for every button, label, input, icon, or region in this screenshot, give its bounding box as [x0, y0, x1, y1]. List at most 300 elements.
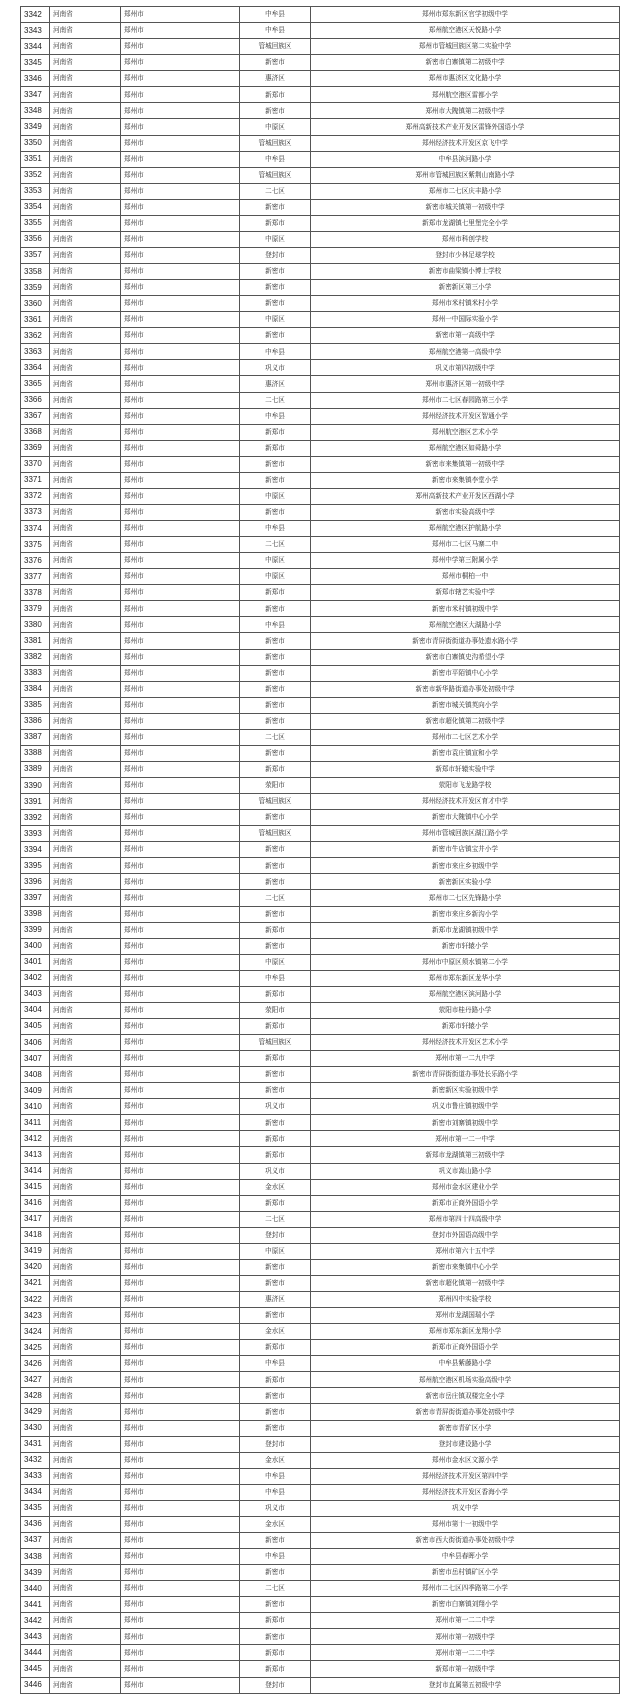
district-cell: 新密市 [240, 681, 311, 697]
city-cell: 郑州市 [121, 906, 240, 922]
table-row [21, 697, 620, 713]
province-cell: 河南省 [50, 1484, 121, 1500]
row-number: 3383 [21, 665, 50, 681]
city-cell: 郑州市 [121, 71, 240, 87]
province-cell: 河南省 [50, 1677, 121, 1693]
row-number: 3441 [21, 1597, 50, 1613]
school-name-cell: 郑州航空港区滨河路小学 [311, 986, 620, 1002]
city-cell: 郑州市 [121, 231, 240, 247]
table-row [21, 778, 620, 794]
row-number: 3443 [21, 1629, 50, 1645]
school-name-cell: 郑州市惠济区第一初级中学 [311, 376, 620, 392]
table-row [21, 360, 620, 376]
school-name-cell: 新密新区第三小学 [311, 280, 620, 296]
district-cell: 惠济区 [240, 1292, 311, 1308]
row-number: 3433 [21, 1468, 50, 1484]
table-row [21, 1227, 620, 1243]
city-cell: 郑州市 [121, 1661, 240, 1677]
district-cell: 中原区 [240, 488, 311, 504]
city-cell: 郑州市 [121, 1324, 240, 1340]
district-cell: 管城回族区 [240, 39, 311, 55]
row-number: 3442 [21, 1613, 50, 1629]
row-number: 3398 [21, 906, 50, 922]
city-cell: 郑州市 [121, 1468, 240, 1484]
row-number: 3370 [21, 456, 50, 472]
province-cell: 河南省 [50, 810, 121, 826]
district-cell: 新密市 [240, 649, 311, 665]
row-number: 3373 [21, 504, 50, 520]
district-cell: 新密市 [240, 713, 311, 729]
table-row [21, 1147, 620, 1163]
table-row [21, 1243, 620, 1259]
table-row [21, 264, 620, 280]
city-cell: 郑州市 [121, 424, 240, 440]
school-name-cell: 郑州市第一初级中学 [311, 1629, 620, 1645]
province-cell: 河南省 [50, 424, 121, 440]
table-row [21, 1372, 620, 1388]
province-cell: 河南省 [50, 922, 121, 938]
district-cell: 新密市 [240, 906, 311, 922]
row-number: 3390 [21, 778, 50, 794]
school-name-cell: 郑州经济技术开发区智通小学 [311, 408, 620, 424]
table-row [21, 7, 620, 23]
province-cell: 河南省 [50, 7, 121, 23]
district-cell: 中原区 [240, 119, 311, 135]
city-cell: 郑州市 [121, 55, 240, 71]
district-cell: 二七区 [240, 890, 311, 906]
district-cell: 新密市 [240, 1115, 311, 1131]
row-number: 3429 [21, 1404, 50, 1420]
city-cell: 郑州市 [121, 456, 240, 472]
province-cell: 河南省 [50, 681, 121, 697]
province-cell: 河南省 [50, 440, 121, 456]
province-cell: 河南省 [50, 665, 121, 681]
row-number: 3363 [21, 344, 50, 360]
row-number: 3404 [21, 1002, 50, 1018]
table-row [21, 665, 620, 681]
city-cell: 郑州市 [121, 1420, 240, 1436]
province-cell: 河南省 [50, 151, 121, 167]
province-cell: 河南省 [50, 199, 121, 215]
city-cell: 郑州市 [121, 858, 240, 874]
city-cell: 郑州市 [121, 986, 240, 1002]
school-name-cell: 郑州市管城回族区湖江路小学 [311, 826, 620, 842]
table-row [21, 1002, 620, 1018]
table-row [21, 215, 620, 231]
row-number: 3354 [21, 199, 50, 215]
table-row [21, 1420, 620, 1436]
district-cell: 登封市 [240, 247, 311, 263]
row-number: 3413 [21, 1147, 50, 1163]
school-name-cell: 郑州市管城回族区紫荆山南路小学 [311, 167, 620, 183]
table-row [21, 1131, 620, 1147]
province-cell: 河南省 [50, 87, 121, 103]
province-cell: 河南省 [50, 713, 121, 729]
school-name-cell: 郑州市科创学校 [311, 231, 620, 247]
province-cell: 河南省 [50, 1500, 121, 1516]
school-name-cell: 郑州航空港第一高级中学 [311, 344, 620, 360]
district-cell: 新郑市 [240, 1131, 311, 1147]
row-number: 3407 [21, 1051, 50, 1067]
row-number: 3402 [21, 970, 50, 986]
province-cell: 河南省 [50, 986, 121, 1002]
table-row [21, 472, 620, 488]
city-cell: 郑州市 [121, 633, 240, 649]
school-name-cell: 巩义市嵩山路小学 [311, 1163, 620, 1179]
school-name-cell: 中牟县紫藤路小学 [311, 1356, 620, 1372]
city-cell: 郑州市 [121, 264, 240, 280]
row-number: 3379 [21, 601, 50, 617]
row-number: 3421 [21, 1275, 50, 1291]
school-name-cell: 郑州高新技术产业开发区西湖小学 [311, 488, 620, 504]
table-row [21, 713, 620, 729]
district-cell: 二七区 [240, 392, 311, 408]
district-cell: 中原区 [240, 954, 311, 970]
table-row [21, 71, 620, 87]
district-cell: 新郑市 [240, 1661, 311, 1677]
city-cell: 郑州市 [121, 1500, 240, 1516]
school-name-cell: 新郑市龙湖镇七里堡完全小学 [311, 215, 620, 231]
province-cell: 河南省 [50, 1452, 121, 1468]
city-cell: 郑州市 [121, 761, 240, 777]
city-cell: 郑州市 [121, 328, 240, 344]
school-name-cell: 新密市来集镇第一初级中学 [311, 456, 620, 472]
row-number: 3385 [21, 697, 50, 713]
province-cell: 河南省 [50, 296, 121, 312]
school-name-cell: 郑州航空港区机场实验高级中学 [311, 1372, 620, 1388]
table-row [21, 87, 620, 103]
roster-body [21, 7, 620, 1694]
province-cell: 河南省 [50, 280, 121, 296]
city-cell: 郑州市 [121, 649, 240, 665]
table-row [21, 1549, 620, 1565]
school-name-cell: 新密市超化镇第二初级中学 [311, 713, 620, 729]
city-cell: 郑州市 [121, 87, 240, 103]
district-cell: 新密市 [240, 456, 311, 472]
city-cell: 郑州市 [121, 472, 240, 488]
district-cell: 新密市 [240, 1388, 311, 1404]
row-number: 3372 [21, 488, 50, 504]
row-number: 3408 [21, 1067, 50, 1083]
province-cell: 河南省 [50, 1388, 121, 1404]
district-cell: 新密市 [240, 1597, 311, 1613]
table-row [21, 1452, 620, 1468]
city-cell: 郑州市 [121, 601, 240, 617]
province-cell: 河南省 [50, 585, 121, 601]
school-name-cell: 中牟县春晖小学 [311, 1549, 620, 1565]
city-cell: 郑州市 [121, 296, 240, 312]
district-cell: 新密市 [240, 296, 311, 312]
row-number: 3349 [21, 119, 50, 135]
city-cell: 郑州市 [121, 729, 240, 745]
city-cell: 郑州市 [121, 1147, 240, 1163]
school-name-cell: 新密新区实验小学 [311, 874, 620, 890]
city-cell: 郑州市 [121, 1243, 240, 1259]
table-row [21, 633, 620, 649]
row-number: 3406 [21, 1035, 50, 1051]
school-name-cell: 新郑市第一初级中学 [311, 1661, 620, 1677]
school-name-cell: 新密市来集镇李堂小学 [311, 472, 620, 488]
city-cell: 郑州市 [121, 1018, 240, 1034]
district-cell: 新密市 [240, 938, 311, 954]
school-name-cell: 新密市超化镇第一初级中学 [311, 1275, 620, 1291]
school-name-cell: 新密市白寨镇刘翔小学 [311, 1597, 620, 1613]
table-row [21, 1067, 620, 1083]
school-name-cell: 新密市来庄乡新沟小学 [311, 906, 620, 922]
city-cell: 郑州市 [121, 151, 240, 167]
row-number: 3424 [21, 1324, 50, 1340]
province-cell: 河南省 [50, 761, 121, 777]
district-cell: 登封市 [240, 1436, 311, 1452]
district-cell: 二七区 [240, 183, 311, 199]
city-cell: 郑州市 [121, 874, 240, 890]
district-cell: 荥阳市 [240, 778, 311, 794]
district-cell: 二七区 [240, 729, 311, 745]
district-cell: 中牟县 [240, 1356, 311, 1372]
city-cell: 郑州市 [121, 1227, 240, 1243]
district-cell: 新密市 [240, 874, 311, 890]
school-name-cell: 郑州市桐柏一中 [311, 569, 620, 585]
school-name-cell: 郑州航空港区大湖路小学 [311, 617, 620, 633]
table-row [21, 810, 620, 826]
row-number: 3393 [21, 826, 50, 842]
district-cell: 新郑市 [240, 1645, 311, 1661]
table-row [21, 1565, 620, 1581]
row-number: 3437 [21, 1532, 50, 1548]
school-name-cell: 新密新区实验初级中学 [311, 1083, 620, 1099]
province-cell: 河南省 [50, 456, 121, 472]
province-cell: 河南省 [50, 1147, 121, 1163]
city-cell: 郑州市 [121, 585, 240, 601]
row-number: 3371 [21, 472, 50, 488]
school-name-cell: 郑州航空港区护航路小学 [311, 521, 620, 537]
province-cell: 河南省 [50, 71, 121, 87]
district-cell: 管城回族区 [240, 826, 311, 842]
district-cell: 新密市 [240, 1629, 311, 1645]
province-cell: 河南省 [50, 1340, 121, 1356]
school-name-cell: 新密市实验高级中学 [311, 504, 620, 520]
district-cell: 惠济区 [240, 71, 311, 87]
row-number: 3427 [21, 1372, 50, 1388]
school-name-cell: 郑州市第十一初级中学 [311, 1516, 620, 1532]
school-name-cell: 郑州市金水区文源小学 [311, 1452, 620, 1468]
province-cell: 河南省 [50, 601, 121, 617]
table-row [21, 344, 620, 360]
table-row [21, 1597, 620, 1613]
table-row [21, 504, 620, 520]
table-row [21, 1195, 620, 1211]
province-cell: 河南省 [50, 488, 121, 504]
province-cell: 河南省 [50, 794, 121, 810]
district-cell: 新密市 [240, 697, 311, 713]
table-row [21, 199, 620, 215]
school-name-cell: 郑州市第六十五中学 [311, 1243, 620, 1259]
school-name-cell: 巩义市鲁庄镇初级中学 [311, 1099, 620, 1115]
city-cell: 郑州市 [121, 488, 240, 504]
province-cell: 河南省 [50, 231, 121, 247]
table-row [21, 1388, 620, 1404]
district-cell: 金水区 [240, 1324, 311, 1340]
table-row [21, 874, 620, 890]
row-number: 3352 [21, 167, 50, 183]
province-cell: 河南省 [50, 360, 121, 376]
district-cell: 新密市 [240, 1532, 311, 1548]
province-cell: 河南省 [50, 183, 121, 199]
school-name-cell: 荥阳市桂丹路小学 [311, 1002, 620, 1018]
table-row [21, 938, 620, 954]
city-cell: 郑州市 [121, 440, 240, 456]
row-number: 3343 [21, 23, 50, 39]
province-cell: 河南省 [50, 1002, 121, 1018]
school-name-cell: 郑州市米村镇米村小学 [311, 296, 620, 312]
table-row [21, 1324, 620, 1340]
table-row [21, 745, 620, 761]
school-name-cell: 郑州经济技术开发区艺术小学 [311, 1035, 620, 1051]
school-name-cell: 新密市袁庄镇宣和小学 [311, 745, 620, 761]
province-cell: 河南省 [50, 1404, 121, 1420]
school-name-cell: 郑州市郑东新区龙翔小学 [311, 1324, 620, 1340]
district-cell: 新密市 [240, 1275, 311, 1291]
table-row [21, 151, 620, 167]
province-cell: 河南省 [50, 1067, 121, 1083]
province-cell: 河南省 [50, 23, 121, 39]
city-cell: 郑州市 [121, 167, 240, 183]
district-cell: 中牟县 [240, 1549, 311, 1565]
district-cell: 新密市 [240, 504, 311, 520]
district-cell: 新密市 [240, 1420, 311, 1436]
province-cell: 河南省 [50, 1227, 121, 1243]
school-name-cell: 新郑市龙湖镇初级中学 [311, 922, 620, 938]
province-cell: 河南省 [50, 1581, 121, 1597]
row-number: 3425 [21, 1340, 50, 1356]
row-number: 3386 [21, 713, 50, 729]
district-cell: 巩义市 [240, 1163, 311, 1179]
row-number: 3446 [21, 1677, 50, 1693]
city-cell: 郑州市 [121, 1211, 240, 1227]
school-name-cell: 中牟县滨河路小学 [311, 151, 620, 167]
table-row [21, 1275, 620, 1291]
table-row [21, 761, 620, 777]
city-cell: 郑州市 [121, 1629, 240, 1645]
table-row [21, 1211, 620, 1227]
district-cell: 新郑市 [240, 87, 311, 103]
table-row [21, 280, 620, 296]
province-cell: 河南省 [50, 1035, 121, 1051]
table-row [21, 1163, 620, 1179]
school-name-cell: 新密市岳庄镇双楼完全小学 [311, 1388, 620, 1404]
district-cell: 新密市 [240, 472, 311, 488]
row-number: 3367 [21, 408, 50, 424]
table-row [21, 1099, 620, 1115]
school-name-cell: 郑州中学第三附属小学 [311, 553, 620, 569]
school-name-cell: 新密市来集镇中心小学 [311, 1259, 620, 1275]
province-cell: 河南省 [50, 1565, 121, 1581]
school-name-cell: 郑州经济技术开发区香海小学 [311, 1484, 620, 1500]
province-cell: 河南省 [50, 890, 121, 906]
city-cell: 郑州市 [121, 1083, 240, 1099]
district-cell: 中原区 [240, 231, 311, 247]
city-cell: 郑州市 [121, 794, 240, 810]
school-name-cell: 新密市新华路街道办事处初级中学 [311, 681, 620, 697]
table-row [21, 55, 620, 71]
school-name-cell: 新郑市龙湖镇第三初级中学 [311, 1147, 620, 1163]
city-cell: 郑州市 [121, 247, 240, 263]
district-cell: 二七区 [240, 1211, 311, 1227]
province-cell: 河南省 [50, 1613, 121, 1629]
district-cell: 新密市 [240, 842, 311, 858]
province-cell: 河南省 [50, 1372, 121, 1388]
table-row [21, 440, 620, 456]
school-name-cell: 巩义中学 [311, 1500, 620, 1516]
district-cell: 中牟县 [240, 521, 311, 537]
province-cell: 河南省 [50, 1195, 121, 1211]
province-cell: 河南省 [50, 247, 121, 263]
city-cell: 郑州市 [121, 280, 240, 296]
city-cell: 郑州市 [121, 392, 240, 408]
district-cell: 新密市 [240, 1404, 311, 1420]
school-name-cell: 新密市岳村镇矿区小学 [311, 1565, 620, 1581]
province-cell: 河南省 [50, 553, 121, 569]
province-cell: 河南省 [50, 649, 121, 665]
city-cell: 郑州市 [121, 922, 240, 938]
city-cell: 郑州市 [121, 1677, 240, 1693]
table-row [21, 858, 620, 874]
province-cell: 河南省 [50, 1179, 121, 1195]
city-cell: 郑州市 [121, 1549, 240, 1565]
row-number: 3432 [21, 1452, 50, 1468]
school-name-cell: 郑州市惠济区文化路小学 [311, 71, 620, 87]
row-number: 3359 [21, 280, 50, 296]
city-cell: 郑州市 [121, 1372, 240, 1388]
row-number: 3369 [21, 440, 50, 456]
table-row [21, 296, 620, 312]
district-cell: 惠济区 [240, 376, 311, 392]
district-cell: 管城回族区 [240, 167, 311, 183]
city-cell: 郑州市 [121, 537, 240, 553]
city-cell: 郑州市 [121, 1613, 240, 1629]
table-row [21, 119, 620, 135]
province-cell: 河南省 [50, 312, 121, 328]
district-cell: 中牟县 [240, 1484, 311, 1500]
row-number: 3422 [21, 1292, 50, 1308]
district-cell: 二七区 [240, 537, 311, 553]
school-name-cell: 新密市青屏街街道办事处长乐路小学 [311, 1067, 620, 1083]
province-cell: 河南省 [50, 970, 121, 986]
city-cell: 郑州市 [121, 1163, 240, 1179]
district-cell: 中原区 [240, 569, 311, 585]
row-number: 3368 [21, 424, 50, 440]
table-row [21, 328, 620, 344]
table-row [21, 1179, 620, 1195]
row-number: 3445 [21, 1661, 50, 1677]
district-cell: 中原区 [240, 312, 311, 328]
province-cell: 河南省 [50, 1436, 121, 1452]
school-name-cell: 郑州四中实验学校 [311, 1292, 620, 1308]
district-cell: 新郑市 [240, 761, 311, 777]
district-cell: 管城回族区 [240, 794, 311, 810]
row-number: 3376 [21, 553, 50, 569]
row-number: 3388 [21, 745, 50, 761]
row-number: 3384 [21, 681, 50, 697]
district-cell: 新郑市 [240, 986, 311, 1002]
school-name-cell: 新密市第一高级中学 [311, 328, 620, 344]
city-cell: 郑州市 [121, 954, 240, 970]
row-number: 3375 [21, 537, 50, 553]
row-number: 3426 [21, 1356, 50, 1372]
city-cell: 郑州市 [121, 1516, 240, 1532]
table-row [21, 488, 620, 504]
province-cell: 河南省 [50, 1420, 121, 1436]
